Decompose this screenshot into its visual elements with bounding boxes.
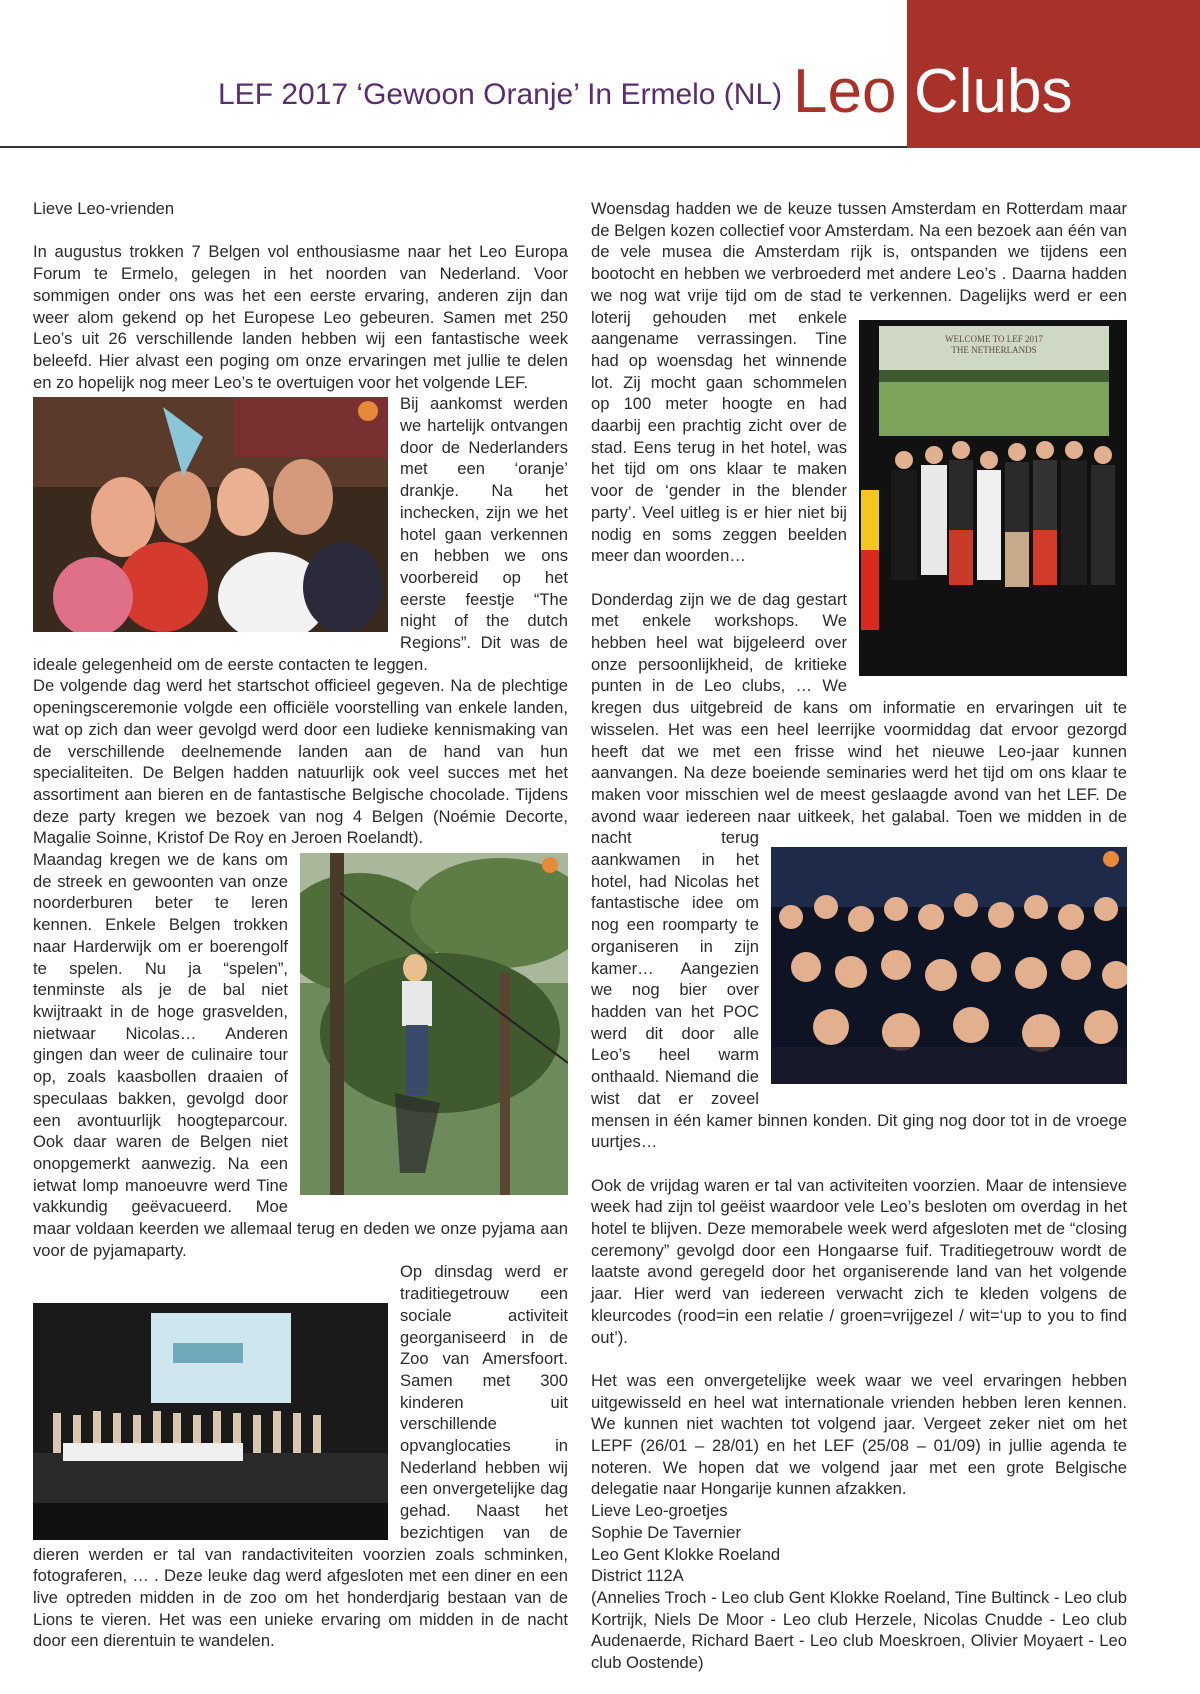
paragraph-intro: In augustus trokken 7 Belgen vol enthousiasme naar het Leo Europa Forum te Ermelo, gelegen in het noorden van Nederland. Voor sommigen onder ons was het een eerste ervaring, anderen zijn dan weer alom gekend op het Europese Leo gebeuren. Samen met 250 Leo’s uit 26 verschillende landen hebben wij een fantastische week beleefd. Hier alvast een poging om onze ervaringen met jullie te delen en zo hopelijk nog meer Leo’s te overtuigen voor het volgende LEF.: [33, 242, 568, 392]
brand-clubs: Clubs: [914, 57, 1073, 126]
paragraph-monday: Maandag kregen we de kans om de streek en gewoonten van onze noorderburen beter te leren kennen. Enkele Belgen trokken naar Harderwijk om er boerengolf te spelen. Nu ja “spelen”, tenminste als je de bal niet kwijtraakt in de hoge grasvelden, nietwaar Nicolas… Anderen gingen dan weer de culinaire tour op, zoals kaasbollen draaien of speculaas bakken, gevolgd door een avontuurlijk hoogteparcour. Ook daar waren de Belgen niet onopgemerkt aanwezig. Na een ietwat lomp manoeuvre werd Tine vakkundig geëvacueerd. Moe maar voldaan keerden we allemaal terug en deden we onze pyjama aan voor de pyjamaparty.: [33, 850, 568, 1260]
sign-club: Leo Gent Klokke Roeland: [591, 1544, 781, 1564]
sign-district: District 112A: [591, 1566, 684, 1586]
photo-zoo-stage: [33, 1303, 388, 1540]
slide-subtitle: THE NETHERLANDS: [951, 345, 1037, 355]
page-subtitle: LEF 2017 ‘Gewoon Oranje’ In Ermelo (NL): [218, 78, 783, 111]
paragraph-wednesday: Woensdag hadden we de keuze tussen Amsterdam en Rotterdam maar de Belgen kozen collectief voor Amsterdam. Na een bezoek aan één van de vele musea die Amsterdam rijk is, ontspanden we tijdens een bootocht en hebben we verbroederd met andere Leo’s . Daarna hadden we nog wat vrije tijd om de stad te verkennen. Dagelijks werd er een loterij gehouden met enkele aangename verrassingen. Tine had op woensdag het winnende lot. Zij mocht gaan schommelen op 100 meter hoogte en had daarbij een prachtig zicht over de stad. Eens terug in het hotel, was het tijd om ons klaar te maken voor de ‘gender in the blender party’. Veel uitleg is er hier niet bij nodig en soms zeggen beelden meer dan woorden…: [591, 199, 1127, 566]
sign-greeting: Lieve Leo-groetjes: [591, 1501, 728, 1521]
photo-welcome-stage: [859, 320, 1127, 676]
photo-party-group: [33, 397, 388, 632]
photo-climbing-parcours: [300, 853, 568, 1195]
header-rule: [0, 146, 907, 148]
paragraph-tuesday: Op dinsdag werd er traditiegetrouw een sociale activiteit georganiseerd in de Zoo van Amersfoort. Samen met 300 kinderen uit verschillende opvanglocaties in Nederland hebben wij een onvergetelijke dag gehad. Naast het bezichtigen van de dieren werden er tal van randactiviteiten voorzien zoals schminken, fotograferen, … . Deze leuke dag werd afgesloten met een diner en een live optreden midden in de zoo om het honderdjarig bestaan van de Lions te vieren. Het was een unieke ervaring om midden in de nacht door een dierentuin te wandelen.: [33, 1262, 568, 1651]
photo-gala-roomparty: [771, 847, 1127, 1084]
paragraph-thursday: Donderdag zijn we de dag gestart met enkele workshops. We hebben heel wat bijgeleerd over onze persoonlijkheid, de kritieke punten in de Leo clubs, … We kregen dus uitgebreid de kans om informatie en ervaringen uit te wisselen. Het was een heel leerrijke voormiddag dat ervoor gezorgd heeft dat we met een frisse wind het nieuwe Leo-jaar kunnen aanvangen. Na deze boeiende seminaries werd het tijd om ons klaar te maken voor misschien wel de meest geslaagde avond van het LEF. De avond waar iedereen naar uitkeek, het galabal. Toen we midden in de nacht terug aankwamen in het hotel, had Nicolas het fantastische idee om nog een roomparty te organiseren in zijn kamer… Aangezien we nog bier over hadden van het POC werd dit door alle Leo’s heel warm onthaald. Niemand die wist dat er zoveel mensen in één kamer binnen konden. Dit ging nog door tot in de vroege uurtjes…: [591, 589, 1127, 1152]
participants-list: (Annelies Troch - Leo club Gent Klokke Roeland, Tine Bultinck - Leo club Kortrijk, Niels De Moor - Leo club Herzele, Nicolas Cnudde - Leo club Audenaerde, Richard Baert - Leo club Moeskroen, Olivier Moyaert - Leo club Oostende): [591, 1587, 1127, 1673]
brand-leo: Leo: [793, 57, 897, 126]
greeting: Lieve Leo-vrienden: [33, 199, 175, 218]
article-column-left: [33, 198, 568, 1652]
paragraph-closing: Het was een onvergetelijke week waar we veel ervaringen hebben uitgewisseld en heel wat internationale vrienden hebben leren kennen. We kunnen niet wachten tot volgend jaar. Vergeet zeker niet om het LEPF (26/01 – 28/01) en het LEF (25/08 – 01/09) in jullie agenda te noteren. We hopen dat we volgend jaar met een grote Belgische delegatie naar Hongarije kunnen afzakken.: [591, 1370, 1127, 1499]
paragraph-friday: Ook de vrijdag waren er tal van activiteiten voorzien. Maar de intensieve week had zijn tol geëist waardoor vele Leo’s besloten om overdag in het hotel te blijven. Deze memorabele week werd afgesloten met de “closing ceremony” gevolgd door een Hongaarse fuif. Traditiegetrouw wordt de laatste avond geregeld door het organiserende land van het volgende jaar. Hier werd van iedereen verwacht zich te kleden volgens de kleurcodes (rood=in een relatie / groen=vrijgezel / wit=‘up to you to find out’).: [591, 1175, 1127, 1347]
sign-name: Sophie De Tavernier: [591, 1522, 742, 1542]
slide-title: WELCOME TO LEF 2017: [945, 334, 1043, 344]
paragraph-arrival: Bij aankomst werden we hartelijk ontvangen door de Nederlanders met een ‘oranje’ drankje. Na het inchecken, zijn we het hotel gaan verkennen en hebben we ons voorbereid op het eerste feestje “The night of the dutch Regions”. Dit was de ideale gelegenheid om de eerste contacten te leggen.: [33, 394, 568, 674]
paragraph-start: De volgende dag werd het startschot officieel gegeven. Na de plechtige openingsceremonie volgde een officiële voorstelling van enkele landen, wat op zich dan weer gevolgd werd door een ludieke kennismaking van de verschillende deelnemende landen aan de hand van hun specialiteiten. De Belgen hadden natuurlijk ook veel succes met het assortiment aan bieren en de fantastische Belgische chocolade. Tijdens deze party kregen we bezoek van nog 4 Belgen (Noémie Decorte, Magalie Soinne, Kristof De Roy en Jeroen Roelandt).: [33, 676, 568, 848]
